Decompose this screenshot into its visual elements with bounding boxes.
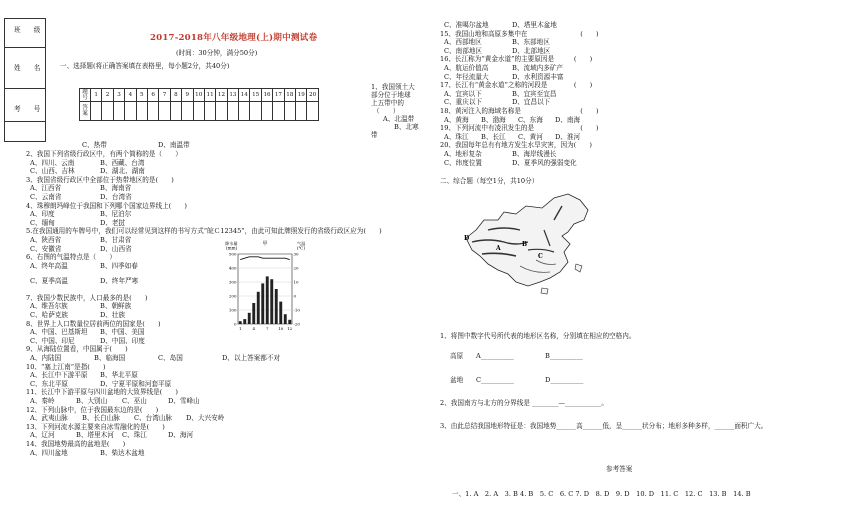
answer-cell[interactable] — [102, 102, 113, 121]
question-option[interactable]: C、夏季高温 — [30, 276, 69, 285]
question-option[interactable]: A、维吾尔族 — [30, 302, 68, 311]
question-number-cell: 4 — [125, 89, 136, 102]
question-r-option[interactable]: C、纬度位置 — [444, 158, 483, 167]
chart-left-tick: 200 — [228, 293, 237, 299]
precip-bar — [257, 292, 260, 324]
question-option[interactable]: C、珠江 — [122, 431, 147, 440]
question-option[interactable]: B、塔里木河 — [76, 431, 114, 440]
question-r-option[interactable]: D、宜昌以下 — [512, 98, 551, 107]
q1-line3: 上五带中的 — [371, 99, 404, 107]
student-info-box — [4, 18, 46, 142]
question-option[interactable]: A、四川、云南 — [30, 158, 75, 167]
chart-left-tick: 0 — [233, 321, 237, 327]
answer-cell[interactable] — [307, 102, 318, 121]
question-r-option[interactable]: C、东海 — [518, 115, 543, 124]
question-stem: 7、我国少数民族中，人口最多的是( ) — [26, 293, 148, 302]
climate-chart — [222, 238, 308, 336]
chart-x-tick: 4 — [252, 326, 256, 331]
map-label-b: B — [522, 241, 528, 248]
question-number-cell: 2 — [102, 89, 113, 102]
question-r-option[interactable]: D、北部地区 — [512, 46, 551, 55]
question-option[interactable]: B、长白山脉 — [82, 414, 120, 423]
question-option[interactable]: D、老挝 — [100, 218, 126, 227]
section2-title: 二、综合题（每空1分，共10分） — [440, 177, 539, 185]
zh-q3-text[interactable]: 3、由此总结我国地形特征是：我国地势______高______低，呈______状分布；地形多种多样，______面积广大。 — [440, 422, 768, 430]
name-cell[interactable] — [5, 48, 45, 89]
question-option[interactable]: A、内陆国 — [30, 354, 62, 362]
china-map — [458, 190, 598, 298]
page-subtitle: (时间：30分钟，满分50分) — [176, 49, 258, 57]
answer-cell[interactable] — [216, 102, 227, 121]
chart-frame — [238, 254, 292, 324]
hainan-island — [541, 288, 548, 294]
chart-left-tick: 100 — [228, 307, 237, 313]
question-r-option[interactable]: D、淮河 — [555, 132, 581, 141]
blank-b[interactable]: B__________ — [545, 352, 583, 360]
taiwan-island — [575, 264, 582, 272]
question-number-cell: 3 — [113, 89, 124, 102]
question-option[interactable]: A、印度 — [30, 210, 55, 219]
precip-bar — [243, 319, 246, 324]
question-r-option[interactable]: C、准噶尔盆地 — [444, 21, 489, 29]
question-option[interactable]: C、台湾山脉 — [134, 414, 173, 423]
question-option[interactable]: A、陕西省 — [30, 236, 62, 244]
question-option[interactable]: C、山西、吉林 — [30, 167, 75, 176]
question-number-cell: 11 — [204, 89, 215, 102]
question-stem: 2、我国下列省级行政区中，有两个简称的是（ ） — [26, 150, 182, 158]
question-number-cell: 5 — [136, 89, 147, 102]
question-r-option[interactable]: B、宜宾至宜昌 — [512, 89, 557, 98]
question-option[interactable]: C、巫山 — [122, 397, 147, 405]
answer-cell[interactable] — [296, 102, 307, 121]
precip-bar — [270, 279, 273, 324]
map-label-a: A — [496, 245, 501, 252]
question-option[interactable]: A、江西省 — [30, 184, 62, 193]
question-option[interactable]: D、壮族 — [100, 311, 126, 319]
question-r-option[interactable]: B、东部地区 — [512, 38, 550, 47]
question-stem: 10、“塞上江南”是指( ) — [26, 362, 106, 371]
question-option[interactable]: B、西藏、台湾 — [100, 158, 145, 167]
question-option[interactable]: C、哈萨克族 — [30, 311, 69, 319]
chart-right-tick: 10 — [293, 279, 299, 285]
question-option[interactable]: A、终年高温 — [30, 261, 68, 270]
question-r-option[interactable]: B、流域内多矿产 — [512, 64, 564, 72]
question-r-option[interactable]: B、长江 — [481, 132, 506, 141]
question-option[interactable]: D、雪峰山 — [168, 397, 200, 405]
precip-bar — [248, 313, 251, 324]
answer-cell[interactable] — [261, 102, 272, 121]
blank-c[interactable]: C__________ — [476, 376, 515, 384]
answer-cell[interactable] — [239, 102, 250, 121]
question-r-option[interactable]: C、黄河 — [518, 132, 543, 141]
question-number-cell: 8 — [170, 89, 181, 102]
chart-right-tick: -20 — [293, 321, 300, 327]
question-stem: 11、长江中下游平原与四川盆地的大致界线是( ) — [26, 388, 179, 397]
question-number-cell: 10 — [193, 89, 204, 102]
answers-line: 一、1. A 2. A 3. B 4. B 5. C 6. C 7. D 8. D 9. D 10. D 11. C 12. C 13. B 14. B — [452, 490, 751, 498]
question-r-option[interactable]: A、西部地区 — [444, 38, 482, 47]
question-r-option[interactable]: C、年径流量大 — [444, 72, 489, 81]
answer-cell[interactable] — [125, 102, 136, 121]
answer-table — [79, 88, 319, 121]
question-option[interactable]: D、山西省 — [100, 244, 132, 253]
question-option[interactable]: B、柴达木盆地 — [100, 448, 145, 457]
page-title: 2017-2018年八年级地理(上)期中测试卷 — [150, 33, 318, 43]
blank-d[interactable]: D__________ — [545, 376, 584, 384]
question-option[interactable]: C、云南省 — [30, 193, 62, 201]
precip-bar — [252, 303, 255, 324]
chart-right-tick: -10 — [293, 307, 300, 313]
name-label: 姓 名 — [14, 64, 41, 72]
question-r-option[interactable]: A、珠江 — [444, 132, 469, 141]
zh-q2-text[interactable]: 2、我国南方与北方的分界线是 ________—___________。 — [440, 399, 608, 407]
chart-left-tick: 500 — [228, 251, 237, 257]
answer-cell[interactable] — [136, 102, 147, 121]
question-stem: 13、下列河流水源主要来自冰雪融化的是( ) — [26, 422, 165, 431]
question-number-cell: 6 — [147, 89, 158, 102]
question-stem: 14、我国地势最高的盆地是( ) — [26, 440, 126, 448]
question-option[interactable]: C、缅甸 — [30, 218, 55, 227]
question-number-cell: 1 — [91, 89, 102, 102]
question-stem: 4、珠穆朗玛峰位于我国和下列哪个国家边界线上( ) — [26, 201, 187, 210]
question-option[interactable]: D、海河 — [168, 431, 194, 440]
blank-a[interactable]: A__________ — [476, 352, 514, 360]
precip-bar — [288, 320, 291, 324]
q1-line1: 1、我国领土大 — [371, 83, 415, 91]
chart-x-tick: 7 — [265, 326, 269, 331]
question-r-option[interactable]: D、夏季风的强弱变化 — [512, 158, 577, 167]
number-label: 考 号 — [14, 105, 41, 113]
question-option[interactable]: D、宁夏平原和河套平原 — [100, 379, 172, 388]
question-option[interactable]: D、终年严寒 — [100, 276, 139, 285]
question-number-cell: 20 — [307, 89, 318, 102]
question-number-cell: 15 — [250, 89, 261, 102]
zh-q1-text: 1、将图中数字代号所代表的地形区名称，分别填在相应的空格内。 — [440, 332, 636, 340]
question-option[interactable]: A、中国、巴基斯坦 — [30, 328, 88, 337]
question-r-stem: 17、长江有“黄金水道”之称的河段是 ( ) — [440, 81, 593, 90]
question-r-option[interactable]: D、水利资源丰富 — [512, 72, 564, 81]
question-number-cell: 12 — [216, 89, 227, 102]
answer-cell[interactable] — [182, 102, 193, 121]
question-r-option[interactable]: D、南海 — [555, 115, 581, 124]
question-number-cell: 19 — [296, 89, 307, 102]
section1-title: 一、选择题(将正确答案填在表格里，每小题2分，共40分) — [60, 62, 230, 70]
question-option[interactable]: B、临海国 — [94, 354, 126, 362]
question-r-option[interactable]: B、渤海 — [481, 115, 506, 124]
precip-bar — [261, 283, 264, 324]
chart-ylabel-right: 气温(℃) — [297, 241, 306, 251]
answer-cell[interactable] — [159, 102, 170, 121]
question-r-option[interactable]: C、重庆以下 — [444, 98, 483, 107]
question-option[interactable]: B、大别山 — [76, 397, 108, 405]
question-r-option[interactable]: A、航运价值高 — [444, 64, 489, 72]
chart-x-tick: 12 — [287, 326, 293, 331]
question-option[interactable]: A、秦岭 — [30, 397, 55, 405]
answer-cell[interactable] — [273, 102, 284, 121]
question-r-option[interactable]: A、宜宾以下 — [444, 89, 482, 98]
question-stem: 3、我国省级行政区中全部位于热带地区的是( ) — [26, 175, 174, 184]
answer-cell[interactable] — [170, 102, 181, 121]
question-option[interactable]: C、东北平原 — [30, 379, 69, 388]
question-number-cell: 14 — [239, 89, 250, 102]
chart-x-tick: 10 — [278, 326, 284, 331]
question-option[interactable]: C、岛国 — [158, 354, 183, 362]
class-cell[interactable] — [5, 19, 45, 48]
question-option[interactable]: A、四川盆地 — [30, 448, 68, 457]
question-r-stem: 15、我国山地和高原多集中在 ( ) — [440, 29, 599, 38]
question-option[interactable]: D、中国、印度 — [100, 336, 145, 345]
question-option[interactable]: D、台湾省 — [100, 193, 132, 201]
precip-bar — [279, 302, 282, 324]
question-number-cell: 18 — [284, 89, 295, 102]
answer-cell[interactable] — [227, 102, 238, 121]
q1-option-c[interactable]: C、热带 — [82, 141, 107, 149]
question-option[interactable]: A、武夷山脉 — [30, 414, 68, 423]
precip-bar — [239, 321, 242, 324]
q1-option-b[interactable]: B、北寒 — [394, 123, 419, 131]
question-r-option[interactable]: A、黄海 — [444, 115, 469, 124]
answer-cell[interactable] — [193, 102, 204, 121]
question-r-option[interactable]: C、南部地区 — [444, 46, 483, 55]
question-stem: 6、右图的气温特点是（ ） — [26, 253, 116, 262]
question-option[interactable]: B、华北平原 — [100, 371, 138, 380]
answer-cell[interactable] — [204, 102, 215, 121]
answers-title: 参考答案 — [606, 465, 633, 473]
question-r-stem: 18、黄河注入的海域名称是 ( ) — [440, 107, 599, 115]
question-option[interactable]: A、长江中下游平原 — [30, 371, 88, 380]
basin-label: 盆地 — [450, 376, 464, 384]
question-option[interactable]: A、辽河 — [30, 431, 55, 440]
chart-left-tick: 300 — [228, 279, 237, 285]
precip-bar — [275, 289, 278, 324]
temperature-line — [240, 257, 290, 260]
question-stem: 12、下列山脉中，位于我国最东边的是( ) — [26, 405, 159, 414]
chart-ylabel-left: 降水量(mm) — [225, 241, 238, 251]
question-option[interactable]: B、尼泊尔 — [100, 210, 132, 219]
q1-option-a[interactable]: A、北温带 — [383, 115, 415, 123]
precip-bar — [284, 314, 287, 324]
question-option[interactable]: C、中国、印尼 — [30, 336, 75, 345]
question-number-cell: 9 — [182, 89, 193, 102]
chart-left-tick: 400 — [228, 265, 237, 271]
answer-cell[interactable] — [91, 102, 102, 121]
question-stem: 5.在我国通用的车牌号中，我们可以经常见到这样的书写方式“皖Ｃ12345”，由此可知此牌照发行的省级行政区应为( ) — [26, 227, 382, 236]
question-r-option[interactable]: A、地形复杂 — [444, 150, 482, 158]
chart-right-tick: 0 — [293, 293, 297, 299]
answer-cell[interactable] — [113, 102, 124, 121]
q1-line4: （ ） — [373, 107, 400, 115]
question-option[interactable]: B、朝鲜族 — [100, 302, 132, 311]
question-number-cell: 16 — [261, 89, 272, 102]
number-cell[interactable] — [5, 89, 45, 122]
question-option[interactable]: B、甘肃省 — [100, 236, 132, 244]
question-r-option[interactable]: D、塔里木盆地 — [512, 21, 557, 29]
question-option[interactable]: B、中国、美国 — [100, 328, 145, 337]
question-number-cell: 13 — [227, 89, 238, 102]
q1-line2: 部分位于地球 — [371, 91, 411, 99]
question-number-cell: 17 — [273, 89, 284, 102]
row-label-number: 题号 — [80, 89, 91, 102]
chart-right-tick: 20 — [293, 265, 299, 271]
row-label-answer: 答案 — [80, 102, 91, 121]
chart-title: 甲 — [262, 241, 268, 247]
class-label: 班 级 — [14, 26, 41, 34]
question-r-stem: 19、下列河流中有凌汛发生的是 ( ) — [440, 124, 599, 133]
answer-cell[interactable] — [147, 102, 158, 121]
question-r-option[interactable]: B、海岸线漫长 — [512, 150, 557, 158]
question-option[interactable]: B、海南省 — [100, 184, 132, 193]
question-stem: 9、从海陆位置看，中国属于( ) — [26, 345, 128, 354]
question-option[interactable]: C、安徽省 — [30, 244, 62, 253]
answer-cell[interactable] — [250, 102, 261, 121]
question-stem: 8、世界上人口数量位居前两位的国家是( ) — [26, 319, 161, 328]
map-label-c: C — [538, 253, 543, 260]
question-r-stem: 20、我国每年总有有地方发生水旱灾害，因为( ) — [440, 141, 593, 150]
question-r-stem: 16、长江称为“黄金水道”的主要原因是 ( ) — [440, 55, 593, 64]
question-option[interactable]: D、湖北、湖南 — [100, 167, 145, 176]
q1-option-d[interactable]: D、南温带 — [158, 141, 190, 149]
plateau-label: 高原 — [450, 352, 464, 360]
question-option[interactable]: B、四季如春 — [100, 261, 138, 270]
precip-bar — [266, 276, 269, 324]
question-option[interactable]: D、以上答案都不对 — [222, 354, 281, 362]
question-option[interactable]: D、大兴安岭 — [186, 414, 225, 423]
answer-cell[interactable] — [284, 102, 295, 121]
question-number-cell: 7 — [159, 89, 170, 102]
q1-option-b-tail: 带 — [371, 131, 378, 139]
chart-x-tick: 1 — [238, 326, 242, 331]
chart-right-tick: 30 — [293, 251, 299, 257]
map-label-d: D — [464, 235, 470, 242]
